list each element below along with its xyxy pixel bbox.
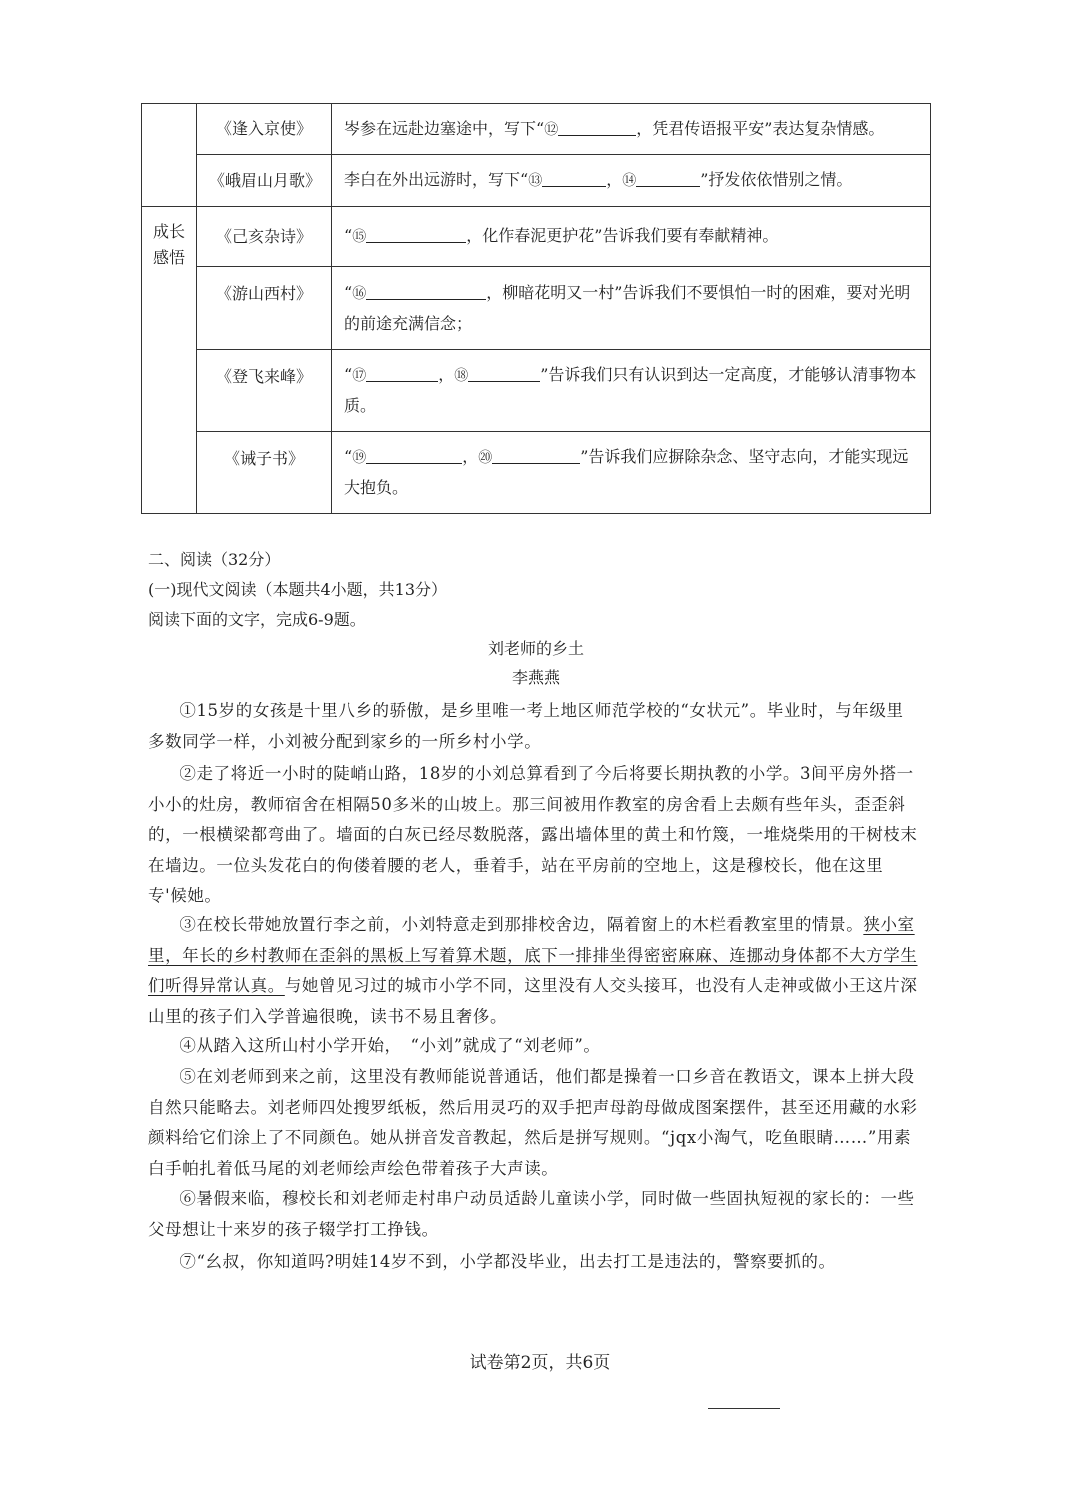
instruction: 阅读下面的文字，完成6-9题。 bbox=[148, 610, 366, 629]
paragraph-7: ⑦“幺叔，你知道吗?明娃14岁不到，小学都没毕业，出去打工是违法的，警察要抓的。 bbox=[179, 1252, 836, 1271]
answer-blank[interactable] bbox=[468, 363, 540, 382]
poem-description: “⑲ ，⑳ ”告诉我们应摒除杂念、坚守志向，才能实现远大抱负。 bbox=[332, 432, 931, 514]
section-heading: 二、阅读（32分） bbox=[148, 550, 281, 569]
poem-description: “⑮ ，化作春泥更护花”告诉我们要有奉献精神。 bbox=[332, 207, 931, 267]
underlined-sentence: 狭小室里，年长的乡村教师在歪斜的黑板上写着算术题，底下一排排坐得密密麻麻、连挪动身体都不大方学生们听得异常认真。 bbox=[148, 915, 918, 995]
table-row bbox=[142, 155, 931, 207]
article-title: 刘老师的乡土 bbox=[487, 639, 584, 658]
poem-title: 《逢入京使》 bbox=[197, 104, 332, 155]
poem-description: “⑰ ，⑱ ”告诉我们只有认识到达一定高度，才能够认清事物本质。 bbox=[332, 350, 931, 432]
article-author: 李燕燕 bbox=[511, 668, 560, 687]
table-row bbox=[142, 267, 931, 350]
table-row bbox=[142, 350, 931, 432]
poem-title: 《诫子书》 bbox=[197, 432, 332, 514]
answer-blank[interactable] bbox=[366, 363, 438, 382]
footer-rule bbox=[708, 1408, 780, 1409]
category-cell: 成长 感悟 bbox=[142, 207, 197, 514]
answer-blank[interactable] bbox=[366, 281, 486, 300]
category-cell-empty bbox=[142, 104, 197, 207]
answer-blank[interactable] bbox=[636, 168, 700, 187]
poem-description: “⑯ ，柳暗花明又一村”告诉我们不要惧怕一时的困难，要对光明的前途充满信念； bbox=[332, 267, 931, 350]
poem-title: 《登飞来峰》 bbox=[197, 350, 332, 432]
subsection-heading: (一)现代文阅读（本题共4小题，共13分） bbox=[148, 580, 448, 599]
answer-blank[interactable] bbox=[366, 445, 462, 464]
answer-blank[interactable] bbox=[542, 168, 606, 187]
table-row bbox=[142, 207, 931, 267]
paragraph-2: ②走了将近一小时的陡峭山路，18岁的小刘总算看到了今后将要长期执教的小学。3间平房外搭一小小的灶房，教师宿舍在相隔50多米的山坡上。那三间被用作教室的房舍看上去颇有些年头，歪歪斜的，一根横梁都弯曲了。墙面的白灰已经尽数脱落，露出墙体里的黄土和竹篾，一堆烧柴用的干树枝末在墙边。一位头发花白的佝偻着腰的老人，垂着手，站在平房前的空地上，这是穆校长，他在这里专'候她。 bbox=[148, 764, 918, 905]
paragraph-5: ⑤在刘老师到来之前，这里没有教师能说普通话，他们都是操着一口乡音在教语文，课本上拼大段自然只能略去。刘老师四处搜罗纸板，然后用灵巧的双手把声母韵母做成图案摆件，甚至还用藏的水彩颜料给它们涂上了不同颜色。她从拼音发音教起，然后是拼写规则。“jqx小淘气，吃鱼眼睛……”用素白手帕扎着低马尾的刘老师绘声绘色带着孩子大声读。 bbox=[148, 1067, 918, 1178]
paragraph-4: ④从踏入这所山村小学开始， “小刘”就成了“刘老师”。 bbox=[179, 1036, 601, 1055]
page-footer: 试卷第2页，共6页 bbox=[469, 1353, 611, 1373]
paragraph-6: ⑥暑假来临，穆校长和刘老师走村串户动员适龄儿童读小学，同时做一些固执短视的家长的：一些父母想让十来岁的孩子辍学打工挣钱。 bbox=[148, 1189, 915, 1239]
answer-blank[interactable] bbox=[558, 117, 636, 136]
paragraph-3: ③在校长带她放置行李之前，小刘特意走到那排校舍边，隔着窗上的木栏看教室里的情景。狭小室里，年长的乡村教师在歪斜的黑板上写着算术题，底下一排排坐得密密麻麻、连挪动身体都不大方学生们听得异常认真。与她曾见习过的城市小学不同，这里没有人交头接耳，也没有人走神或做小王这片深山里的孩子们入学普遍很晚，读书不易且奢侈。 bbox=[148, 915, 918, 1026]
poem-title: 《游山西村》 bbox=[197, 267, 332, 350]
table-row bbox=[142, 104, 931, 155]
answer-blank[interactable] bbox=[366, 224, 466, 243]
paragraph-1: ①15岁的女孩是十里八乡的骄傲，是乡里唯一考上地区师范学校的“女状元”。毕业时，与年级里多数同学一样，小刘被分配到家乡的一所乡村小学。 bbox=[148, 701, 904, 751]
table-row bbox=[142, 432, 931, 514]
answer-blank[interactable] bbox=[492, 445, 580, 464]
poem-table bbox=[141, 103, 931, 514]
poem-title: 《己亥杂诗》 bbox=[197, 207, 332, 267]
poem-description: 李白在外出远游时，写下“⑬ ，⑭ ”抒发依依惜别之情。 bbox=[332, 155, 931, 207]
poem-title: 《峨眉山月歌》 bbox=[197, 155, 332, 207]
poem-description: 岑参在远赴边塞途中，写下“⑫ ，凭君传语报平安”表达复杂情感。 bbox=[332, 104, 931, 155]
